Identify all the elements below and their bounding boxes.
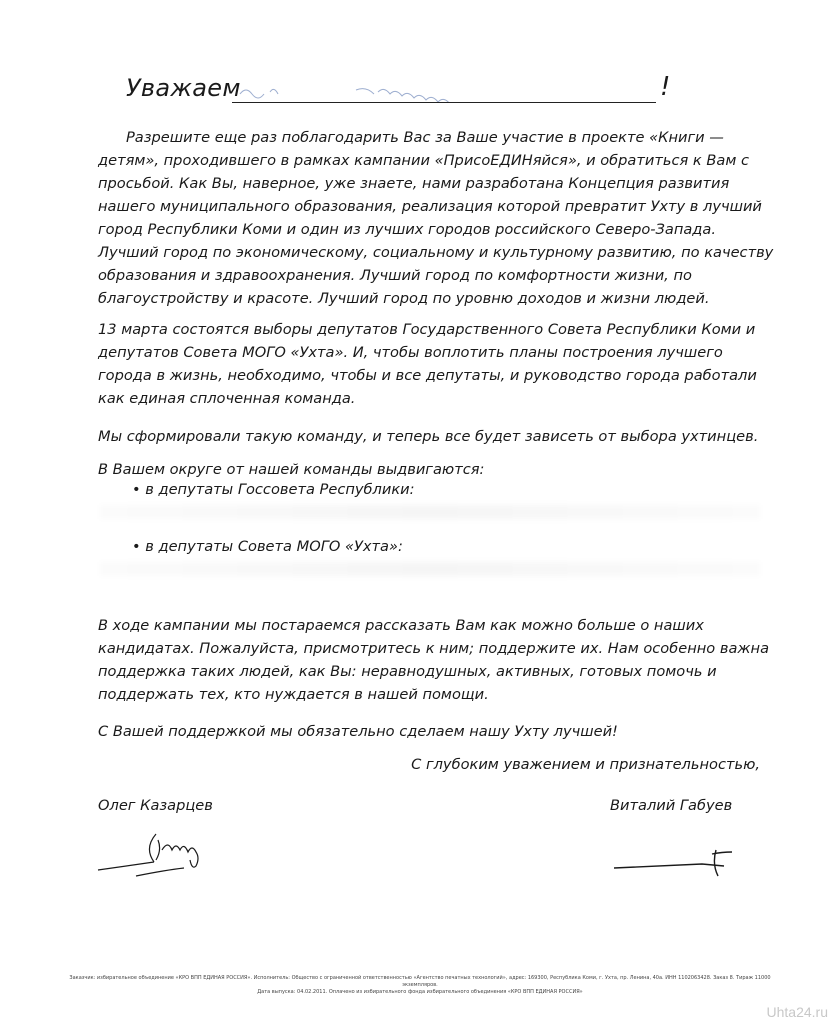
greeting: Уважаем [126, 74, 241, 102]
redacted-candidates-2 [100, 562, 760, 576]
signature-left [96, 826, 226, 886]
bullet-sovet-mogo: • в депутаты Совета МОГО «Ухта»: [132, 538, 403, 555]
handwritten-name [236, 80, 496, 102]
bullet-gossovet: • в депутаты Госсовета Республики: [132, 481, 415, 498]
signature-right [612, 846, 762, 882]
closing-line: С глубоким уважением и признательностью, [411, 756, 760, 773]
paragraph-6: С Вашей поддержкой мы обязательно сделаем нашу Ухту лучшей! [98, 723, 618, 740]
paragraph-3: Мы сформировали такую команду, и теперь все будет зависеть от выбора ухтинцев. [98, 428, 759, 445]
paragraph-1: Разрешите еще раз поблагодарить Вас за Ваше участие в проекте «Книги — детям», проходившего в рамках кампании «ПрисоЕДИНяйся», и обратиться к Вам с просьбой. Как Вы, наверное, уже знаете, нами разработана Концепция развития нашего муниципального образования, реализация которой превратит Ухту в лучший город Республики Коми и один из лучших городов российского Северо-Запада. Лучший город по экономическому, социальному и культурному развитию, по качеству образования и здравоохранения. Лучший город по комфортности жизни, по благоустройству и красоте. Лучший город по уровню доходов и жизни людей. [98, 129, 774, 307]
redacted-candidates-1 [100, 505, 760, 519]
imprint-line-2: Дата выпуска: 04.02.2011. Оплачено из избирательного фонда избирательного объединения «КРО ВПП ЕДИНАЯ РОССИЯ» [257, 989, 583, 995]
signer-left-name: Олег Казарцев [98, 797, 213, 814]
site-watermark: Uhta24.ru [766, 1004, 828, 1020]
paragraph-2: 13 марта состоятся выборы депутатов Государственного Совета Республики Коми и депутатов Совета МОГО «Ухта». И, чтобы воплотить планы построения лучшего города в жизнь, необходимо, чтобы и все депутаты, и руководство города работали как единая сплоченная команда. [98, 321, 757, 407]
signer-right-name: Виталий Габуев [610, 797, 733, 814]
greeting-exclamation: ! [660, 72, 671, 102]
paragraph-4: В Вашем округе от нашей команды выдвигаются: [98, 461, 485, 478]
imprint-line-1: Заказчик: избирательное объединение «КРО ВПП ЕДИНАЯ РОССИЯ». Исполнитель: Общество с ограниченной ответственностью «Агентство печатных технологий», адрес: 169300, Республика Коми, г. Ухта, пр. Ленина, 40а. ИНН 1102063428. Заказ 8. Тираж 11000 экземпляров. [69, 975, 771, 988]
greeting-underline [232, 102, 656, 103]
paragraph-5: В ходе кампании мы постараемся рассказать Вам как можно больше о наших кандидатах. Пожалуйста, присмотритесь к ним; поддержите их. Нам особенно важна поддержка таких людей, как Вы: неравнодушных, активных, готовых помочь и поддержать тех, кто нуждается в нашей помощи. [98, 617, 770, 703]
imprint-footer [60, 975, 780, 996]
